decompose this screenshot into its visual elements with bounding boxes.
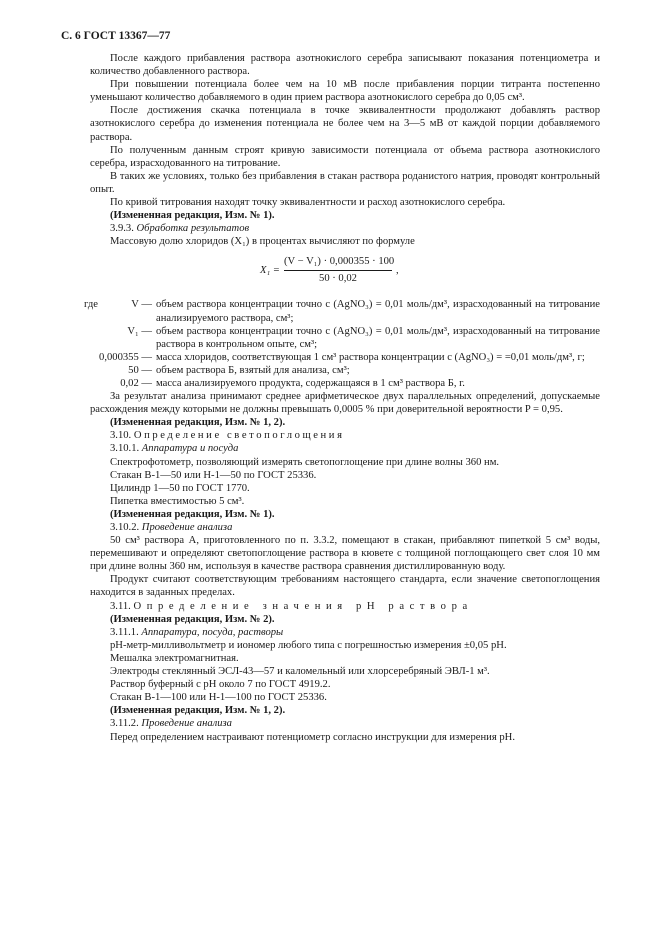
definition-key: V₁ — (127, 325, 152, 337)
definition-text: масса анализируемого продукта, содержащаяся в 1 см³ раствора Б, г. (156, 377, 465, 389)
section-title: Аппаратура, посуда, растворы (141, 626, 284, 638)
paragraph: В таких же условиях, только без прибавления в стакан раствора роданистого натрия, проводят контрольный опыт. (90, 170, 600, 195)
section-number: 3.9.3. (110, 223, 134, 235)
paragraph: Перед определением настраивают потенциометр согласно инструкции для измерения pH. (110, 731, 515, 743)
section-number: 3.10.2. (110, 522, 140, 533)
section-title: Аппаратура и посуда (141, 443, 239, 455)
definition-text: объем раствора Б, взятый для анализа, см³; (156, 364, 350, 376)
section-number: 3.10.1. (110, 443, 140, 455)
section-title: Обработка результатов (136, 223, 250, 235)
where-label: где (84, 299, 98, 311)
definition-text: масса хлоридов, соответствующая 1 см³ раствора концентрации c (AgNO₃) = =0,01 моль/дм³, г; (156, 351, 585, 363)
paragraph: По кривой титрования находят точку эквивалентности и расход азотнокислого серебра. (110, 197, 506, 209)
edit-note: (Измененная редакция, Изм. № 1). (110, 210, 275, 222)
definition-text: объем раствора концентрации точно c (AgNO₃) = 0,01 моль/дм³, израсходованный на титрование раствора в контрольном опыте, см³; (156, 325, 600, 350)
section-number: 3.11. (110, 600, 131, 612)
section-heading (90, 222, 600, 235)
formula-lhs: X₁ = (260, 265, 280, 277)
page-header: С. 6 ГОСТ 13367—77 (61, 30, 171, 42)
edit-note: (Измененная редакция, Изм. № 2). (110, 613, 275, 625)
paragraph: Продукт считают соответствующим требованиям настоящего стандарта, если значение светопоглощения находится в заданных пределах. (90, 574, 600, 599)
definition-row (84, 298, 600, 324)
edit-note: (Измененная редакция, Изм. № 1, 2). (110, 705, 286, 717)
edit-note: (Измененная редакция, Изм. № 1). (110, 508, 275, 520)
section-heading (90, 429, 600, 442)
paragraph: При повышении потенциала более чем на 10 мВ после прибавления порции титранта постепенно уменьшают количество добавляемого в один прием раствора азотнокислого серебра до 0,05 см³. (90, 79, 600, 104)
definition-key: 50 — (128, 364, 152, 376)
definitions (84, 298, 600, 390)
list-item: Стакан В-1—50 или Н-1—50 по ГОСТ 25336. (110, 469, 317, 481)
list-item: Раствор буферный с pH около 7 по ГОСТ 4919.2. (110, 679, 331, 691)
formula-denominator: 50 · 0,02 (319, 272, 357, 284)
definition-row (128, 364, 600, 377)
paragraph: После каждого прибавления раствора азотнокислого серебра записывают показания потенциометра и количество добавленного раствора. (90, 53, 600, 78)
section-heading (90, 521, 600, 534)
edit-note: (Измененная редакция, Изм. № 1, 2). (110, 417, 286, 429)
section-number: 3.10. (110, 430, 132, 442)
list-item: pH-метр-милливольтметр и иономер любого типа с погрешностью измерения ±0,05 pH. (110, 639, 507, 651)
list-item: Цилиндр 1—50 по ГОСТ 1770. (110, 482, 250, 494)
section-heading (90, 717, 600, 730)
definition-text: объем раствора концентрации точно c (AgNO₃) = 0,01 моль/дм³, израсходованный на титрование анализируемого раствора, см³; (156, 299, 600, 324)
formula-comma: , (396, 265, 399, 277)
paragraph: За результат анализа принимают среднее арифметическое двух параллельных определений, допускаемые расхождения между которыми не должны превышать 0,0005 % при доверительной вероятности P = 0,95. (90, 391, 600, 416)
definition-row (99, 351, 600, 364)
section-number: 3.11.1. (110, 626, 139, 638)
section-title: Определение значения pH раствора (133, 600, 473, 612)
paragraph: 50 см³ раствора А, приготовленного по п. 3.3.2, помещают в стакан, прибавляют пипеткой 5 см³ воды, перемешивают и определяют светопоглощение раствора в кювете с толщиной поглощающего свет слоя 10 мм при длине волны 360 нм, используя в качестве раствора сравнения дистиллированную воду. (90, 535, 600, 573)
document-body (84, 52, 600, 744)
list-item: Стакан В-1—100 или Н-1—100 по ГОСТ 25336. (110, 692, 327, 704)
section-heading (90, 442, 600, 455)
list-item: Мешалка электромагнитная. (110, 652, 239, 664)
paragraph: После достижения скачка потенциала в точке эквивалентности продолжают добавлять раствор азотнокислого серебра до изменения потенциала не более чем на 3—5 мВ от каждой порции добавляемого раствора. (90, 105, 600, 143)
formula (90, 252, 600, 296)
paragraph: Массовую долю хлоридов (X₁) в процентах вычисляют по формуле (110, 236, 415, 248)
formula-fraction (284, 255, 395, 284)
section-number: 3.11.2. (110, 718, 139, 730)
section-heading (90, 626, 600, 639)
definition-key: где V — (84, 299, 152, 311)
paragraph: По полученным данным строят кривую зависимости потенциала от объема раствора азотнокислого серебра, израсходованного на титрование. (90, 144, 600, 169)
formula-numerator: (V − V₁) · 0,000355 · 100 (284, 255, 392, 270)
section-heading (90, 600, 600, 613)
list-item: Спектрофотометр, позволяющий измерять светопоглощение при длине волны 360 нм. (110, 456, 500, 468)
section-title: Определение светопоглощения (133, 430, 345, 442)
definition-row (127, 325, 600, 351)
definition-key: 0,02 — (120, 377, 152, 389)
section-title: Проведение анализа (141, 718, 232, 730)
definition-row (120, 377, 600, 390)
list-item: Пипетка вместимостью 5 см³. (110, 495, 245, 507)
definition-key: 0,000355 — (99, 351, 152, 363)
section-title: Проведение анализа (141, 522, 233, 533)
list-item: Электроды стеклянный ЭСЛ-43—57 и каломельный или хлорсеребряный ЭВЛ-1 м³. (110, 666, 490, 678)
